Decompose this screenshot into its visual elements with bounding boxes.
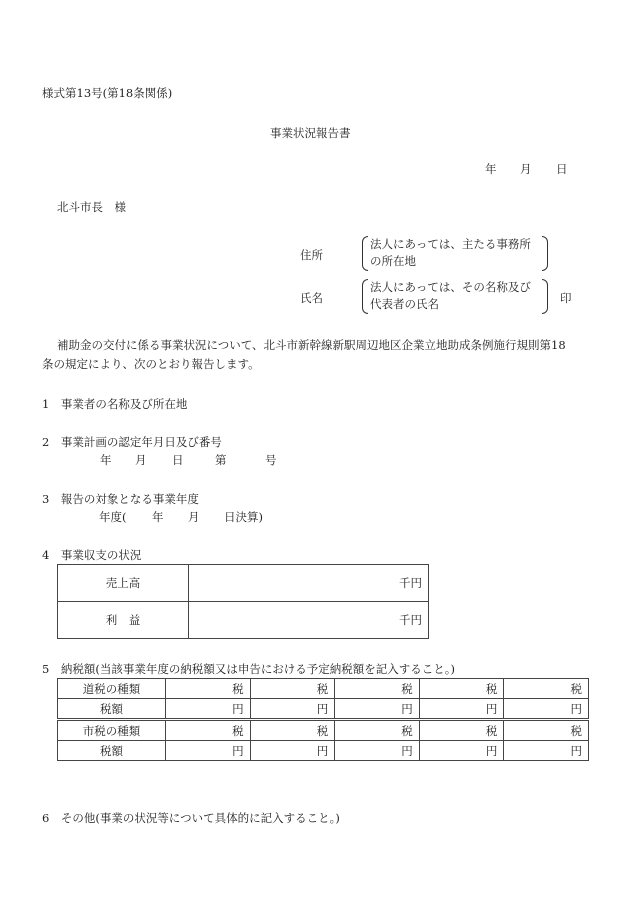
city-tax-amount-label: 税額 bbox=[58, 741, 166, 761]
section-2-number: 2 bbox=[42, 435, 50, 449]
section-6-number: 6 bbox=[42, 811, 50, 825]
s2-month: 月 bbox=[135, 453, 147, 467]
sales-unit: 千円 bbox=[189, 565, 429, 602]
section-5-number: 5 bbox=[42, 662, 50, 676]
profit-unit: 千円 bbox=[189, 602, 429, 639]
section-6-heading bbox=[42, 810, 340, 826]
amount-cell: 円 bbox=[504, 741, 589, 761]
name-note bbox=[370, 279, 531, 313]
date-month: 月 bbox=[520, 162, 532, 176]
city-tax-type-label: 市税の種類 bbox=[58, 720, 166, 741]
tax-cell: 税 bbox=[335, 679, 420, 699]
s3-month: 月 bbox=[188, 510, 200, 524]
s2-dai: 第 bbox=[215, 453, 227, 467]
table-row bbox=[58, 699, 589, 720]
section-1-title: 事業者の名称及び所在地 bbox=[60, 397, 188, 411]
name-brace-right bbox=[542, 279, 548, 314]
profit-label: 利 益 bbox=[58, 602, 189, 639]
amount-cell: 円 bbox=[166, 699, 251, 720]
address-note-line2: の所在地 bbox=[370, 254, 416, 268]
seal-mark: 印 bbox=[560, 291, 572, 305]
address-note-line1: 法人にあっては、主たる事務所 bbox=[370, 237, 531, 251]
intro-line2: 条の規定により、次のとおり報告します。 bbox=[42, 357, 260, 371]
tax-cell: 税 bbox=[504, 679, 589, 699]
table-row bbox=[58, 679, 589, 699]
section-2-heading bbox=[42, 434, 222, 450]
name-note-line2: 代表者の氏名 bbox=[370, 297, 439, 311]
tax-cell: 税 bbox=[419, 679, 504, 699]
section-2-title: 事業計画の認定年月日及び番号 bbox=[60, 435, 222, 449]
amount-cell: 円 bbox=[250, 741, 335, 761]
prefectural-tax-amount-label: 税額 bbox=[58, 699, 166, 720]
tax-cell: 税 bbox=[166, 720, 251, 741]
address-brace-right bbox=[542, 236, 548, 271]
section-1-heading bbox=[42, 396, 187, 412]
income-table bbox=[57, 564, 429, 639]
intro-line1: 補助金の交付に係る事業状況について、北斗市新幹線新駅周辺地区企業立地助成条例施行規則第18 bbox=[57, 338, 566, 352]
s3-kessan: 日決算) bbox=[224, 510, 263, 524]
s2-year: 年 bbox=[100, 453, 112, 467]
tax-cell: 税 bbox=[504, 720, 589, 741]
address-brace-left bbox=[362, 236, 368, 271]
table-row bbox=[58, 565, 429, 602]
section-1-number: 1 bbox=[42, 397, 50, 411]
form-number: 様式第13号(第18条関係) bbox=[42, 86, 173, 100]
sales-label: 売上高 bbox=[58, 565, 189, 602]
section-4-title: 事業収支の状況 bbox=[60, 548, 142, 562]
tax-cell: 税 bbox=[419, 720, 504, 741]
s2-day: 日 bbox=[172, 453, 184, 467]
amount-cell: 円 bbox=[250, 699, 335, 720]
tax-cell: 税 bbox=[250, 720, 335, 741]
tax-cell: 税 bbox=[335, 720, 420, 741]
table-row bbox=[58, 602, 429, 639]
amount-cell: 円 bbox=[335, 741, 420, 761]
section-5-heading bbox=[42, 661, 455, 677]
amount-cell: 円 bbox=[419, 699, 504, 720]
section-3-heading bbox=[42, 491, 199, 507]
section-6-title: その他(事業の状況等について具体的に記入すること。) bbox=[60, 811, 340, 825]
section-3-title: 報告の対象となる事業年度 bbox=[60, 492, 199, 506]
section-4-heading bbox=[42, 547, 141, 563]
section-3-number: 3 bbox=[42, 492, 50, 506]
name-brace-left bbox=[362, 279, 368, 314]
document-title: 事業状況報告書 bbox=[270, 126, 351, 140]
prefectural-tax-type-label: 道税の種類 bbox=[58, 679, 166, 699]
section-4-number: 4 bbox=[42, 548, 50, 562]
amount-cell: 円 bbox=[166, 741, 251, 761]
s3-nendo: 年度( bbox=[99, 510, 127, 524]
s3-year: 年 bbox=[152, 510, 164, 524]
name-label: 氏名 bbox=[300, 291, 323, 305]
name-note-line1: 法人にあっては、その名称及び bbox=[370, 280, 531, 294]
addressee: 北斗市長 様 bbox=[57, 200, 126, 214]
table-row bbox=[58, 741, 589, 761]
table-row bbox=[58, 720, 589, 741]
address-label: 住所 bbox=[300, 248, 323, 262]
amount-cell: 円 bbox=[504, 699, 589, 720]
tax-cell: 税 bbox=[166, 679, 251, 699]
date-day: 日 bbox=[556, 162, 568, 176]
address-note bbox=[370, 236, 531, 270]
date-year: 年 bbox=[485, 162, 497, 176]
amount-cell: 円 bbox=[419, 741, 504, 761]
tax-table bbox=[57, 678, 589, 761]
tax-cell: 税 bbox=[250, 679, 335, 699]
s2-go: 号 bbox=[265, 453, 277, 467]
amount-cell: 円 bbox=[335, 699, 420, 720]
section-5-title: 納税額(当該事業年度の納税額又は申告における予定納税額を記入すること。) bbox=[60, 662, 456, 676]
